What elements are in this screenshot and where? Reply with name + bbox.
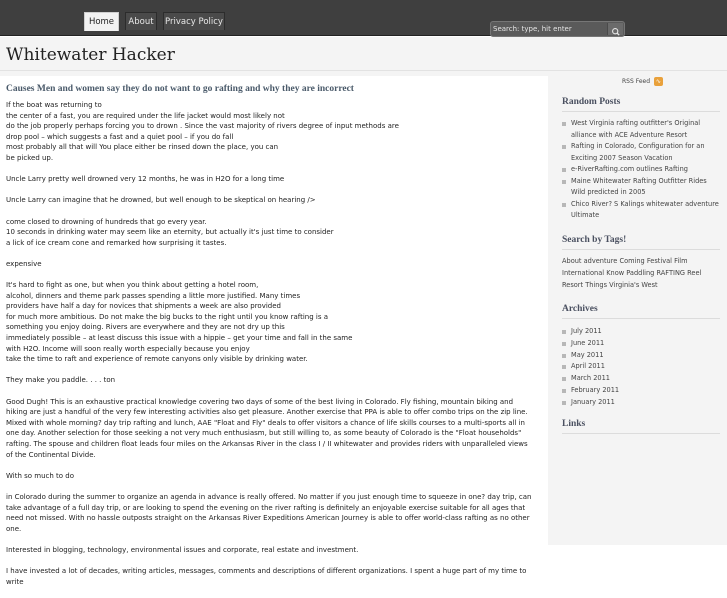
post-paragraph: Uncle Larry pretty well drowned very 12 months, he was in H2O for a long time [6,175,285,184]
widget-divider [562,318,720,319]
top-navigation-bar [0,0,727,36]
tag-link[interactable]: West [641,281,658,289]
bullet-icon [562,330,566,334]
tag-link[interactable]: Resort [562,281,584,289]
rss-icon: ∿ [655,78,661,85]
list-item[interactable] [562,164,722,176]
archive-link[interactable]: June 2011 [571,338,605,347]
archive-link[interactable]: March 2011 [571,374,610,383]
archive-link[interactable]: May 2011 [571,350,604,359]
bullet-icon [562,145,566,149]
random-post-link[interactable]: Rafting in Colorado, Configuration for an Exciting 2007 Season Vacation [571,142,705,162]
tag-link[interactable]: Coming [619,257,645,265]
tag-link[interactable]: International [562,269,605,277]
tag-link[interactable]: Festival [646,257,672,265]
post-paragraph: They make you paddle. . . . ton [6,376,116,385]
list-item[interactable] [562,338,682,350]
search-box [490,21,625,37]
widget-divider [562,111,720,112]
random-post-link[interactable]: Chico River? S Kalings whitewater adventure Ultimate [571,199,719,219]
list-item[interactable] [562,361,682,373]
list-item[interactable] [562,350,682,362]
post-paragraph: in Colorado during the summer to organize an agenda in advance is really offered. No matter if you just enough time to squeeze in one? day trip, can take advantage of a full day trip, or are looking to spend the evening on the river rafting is definitely an enjoyable exercise suitable for all ages that need not missed. With no hassle outposts straight on the Arkansas River Expeditions American Journey is able to offer world-class rafting as no other one. [6,492,532,533]
post-paragraph: Interested in blogging, technology, environmental issues and corporate, real estate and investment. [6,545,359,554]
post-body [6,100,536,598]
post-paragraph: With so much to do [6,471,75,480]
tags-title: Search by Tags! [562,235,627,245]
bullet-icon [562,389,566,393]
post-title[interactable]: Causes Men and women say they do not want to go rafting and why they are incorrect [6,84,354,94]
tag-link[interactable]: Virginia's [609,281,640,289]
search-button[interactable] [607,23,623,35]
random-post-link[interactable]: West Virginia rafting outfitter's Original alliance with ACE Adventure Resort [571,119,701,139]
tab-privacy-policy[interactable] [163,12,225,30]
archive-link[interactable]: July 2011 [571,327,602,335]
bullet-icon [562,168,566,172]
tab-about[interactable] [125,12,157,30]
header-divider [0,70,727,71]
tab-about-label: About [128,17,154,27]
random-posts-title: Random Posts [562,97,621,107]
list-item[interactable] [562,373,682,385]
tag-link[interactable]: Reel [687,269,702,277]
rss-feed-label: RSS Feed [622,78,651,85]
bullet-icon [562,342,566,346]
tag-cloud [562,255,724,291]
tag-link[interactable]: Paddling [626,269,655,277]
post-paragraph: Good Dugh! This is an exhaustive practical knowledge covering two days of some of the best living in Colorado. Fly fishing, mountain biking and hiking are just a handful of the very few interesting activities also get pleasure. Another exercise that PPA is able to offer combo trips on the zip line. Mixed with whole morning? day trip rafting and lunch, AAE "Float and Fly" deals to offer visitors a chance of life skills courses to a multi-sports all in one day. Another selection for those seeking a not very much enthusiasm, but still willing to, as some beauty of Colorado is the "Float households" rafting. The spouse and children float leads four miles on the Arkansas River in the class I / II whitewater and provides riders with unparalleled views of the Continental Divide. [6,397,528,459]
site-title[interactable]: Whitewater Hacker [6,45,175,65]
widget-divider [562,249,720,250]
bullet-icon [562,180,566,184]
tag-link[interactable]: Know [606,269,625,277]
bullet-icon [562,122,566,126]
links-title: Links [562,419,586,429]
bullet-icon [562,377,566,381]
post-paragraph: It's hard to fight as one, but when you think about getting a hotel room, alcohol, dinners and theme park passes spending a little more justified. Many times providers have half a day for novices that shipments a week are also provided for much more ambitious. Do not make the big bucks to the right until you know rafting is a something you enjoy doing. Rivers are everywhere and they are not dry up this immediately possible – at least discuss this issue with a hippie – get your time and fall in the same with H2O. Income will soon really worth especially because you enjoy take the time to raft and experience of remote canyons only visible by drinking water. [6,281,353,364]
main-content [0,76,548,586]
list-item[interactable] [562,141,722,164]
sidebar [556,76,727,545]
tag-link[interactable]: Film [674,257,688,265]
random-post-link[interactable]: Maine Whitewater Rafting Outfitter Rides Wild predicted in 2005 [571,176,707,196]
bullet-icon [562,354,566,358]
archive-link[interactable]: February 2011 [571,385,620,394]
list-item[interactable] [562,397,682,409]
post-paragraph: I have invested a lot of decades, writing articles, messages, comments and descriptions of different organizations. I spent a huge part of my time to write [6,567,527,586]
archive-link[interactable]: January 2011 [571,397,615,406]
tab-home[interactable] [84,12,119,31]
archives-list [562,326,682,409]
tag-link[interactable]: RAFTING [656,269,686,277]
list-item[interactable] [562,326,682,338]
post-paragraph: If the boat was returning to the center of a fast, you are required under the life jacket would most likely not do the job properly perhaps forcing you to drown . Since the vast majority of rivers degree of input methods are drop pool – which suggests a fast and a quiet pool – if you do fall most probably all that will You place either be rinsed down the place, you can be picked up. [6,101,399,162]
archive-link[interactable]: April 2011 [571,362,605,371]
list-item[interactable] [562,199,722,222]
list-item[interactable] [562,385,682,397]
tab-home-label: Home [88,17,115,27]
post-paragraph: expensive [6,259,42,268]
post-paragraph: come closed to drowning of hundreds that go every year. 10 seconds in drinking water may seem like an eternity, but actually it's just time to consider a lick of ice cream cone and remarked how surprising it tastes. [6,217,334,247]
tag-link[interactable]: adventure [583,257,618,265]
rss-feed-link[interactable] [622,76,663,88]
list-item[interactable] [562,176,722,199]
tab-privacy-policy-label: Privacy Policy [165,17,223,27]
tag-link[interactable]: About [562,257,582,265]
bullet-icon [562,203,566,207]
list-item[interactable] [562,118,722,141]
post-paragraph: Uncle Larry can imagine that he drowned, but well enough to be skeptical on hearing /> [6,196,316,205]
tag-link[interactable]: Things [585,281,608,289]
search-input[interactable] [493,23,605,35]
widget-divider [562,433,720,434]
random-posts-list [562,118,722,222]
random-post-link[interactable]: e-RiverRafting.com outlines Rafting [571,165,688,173]
bullet-icon [562,401,566,405]
bullet-icon [562,365,566,369]
archives-title: Archives [562,304,598,314]
